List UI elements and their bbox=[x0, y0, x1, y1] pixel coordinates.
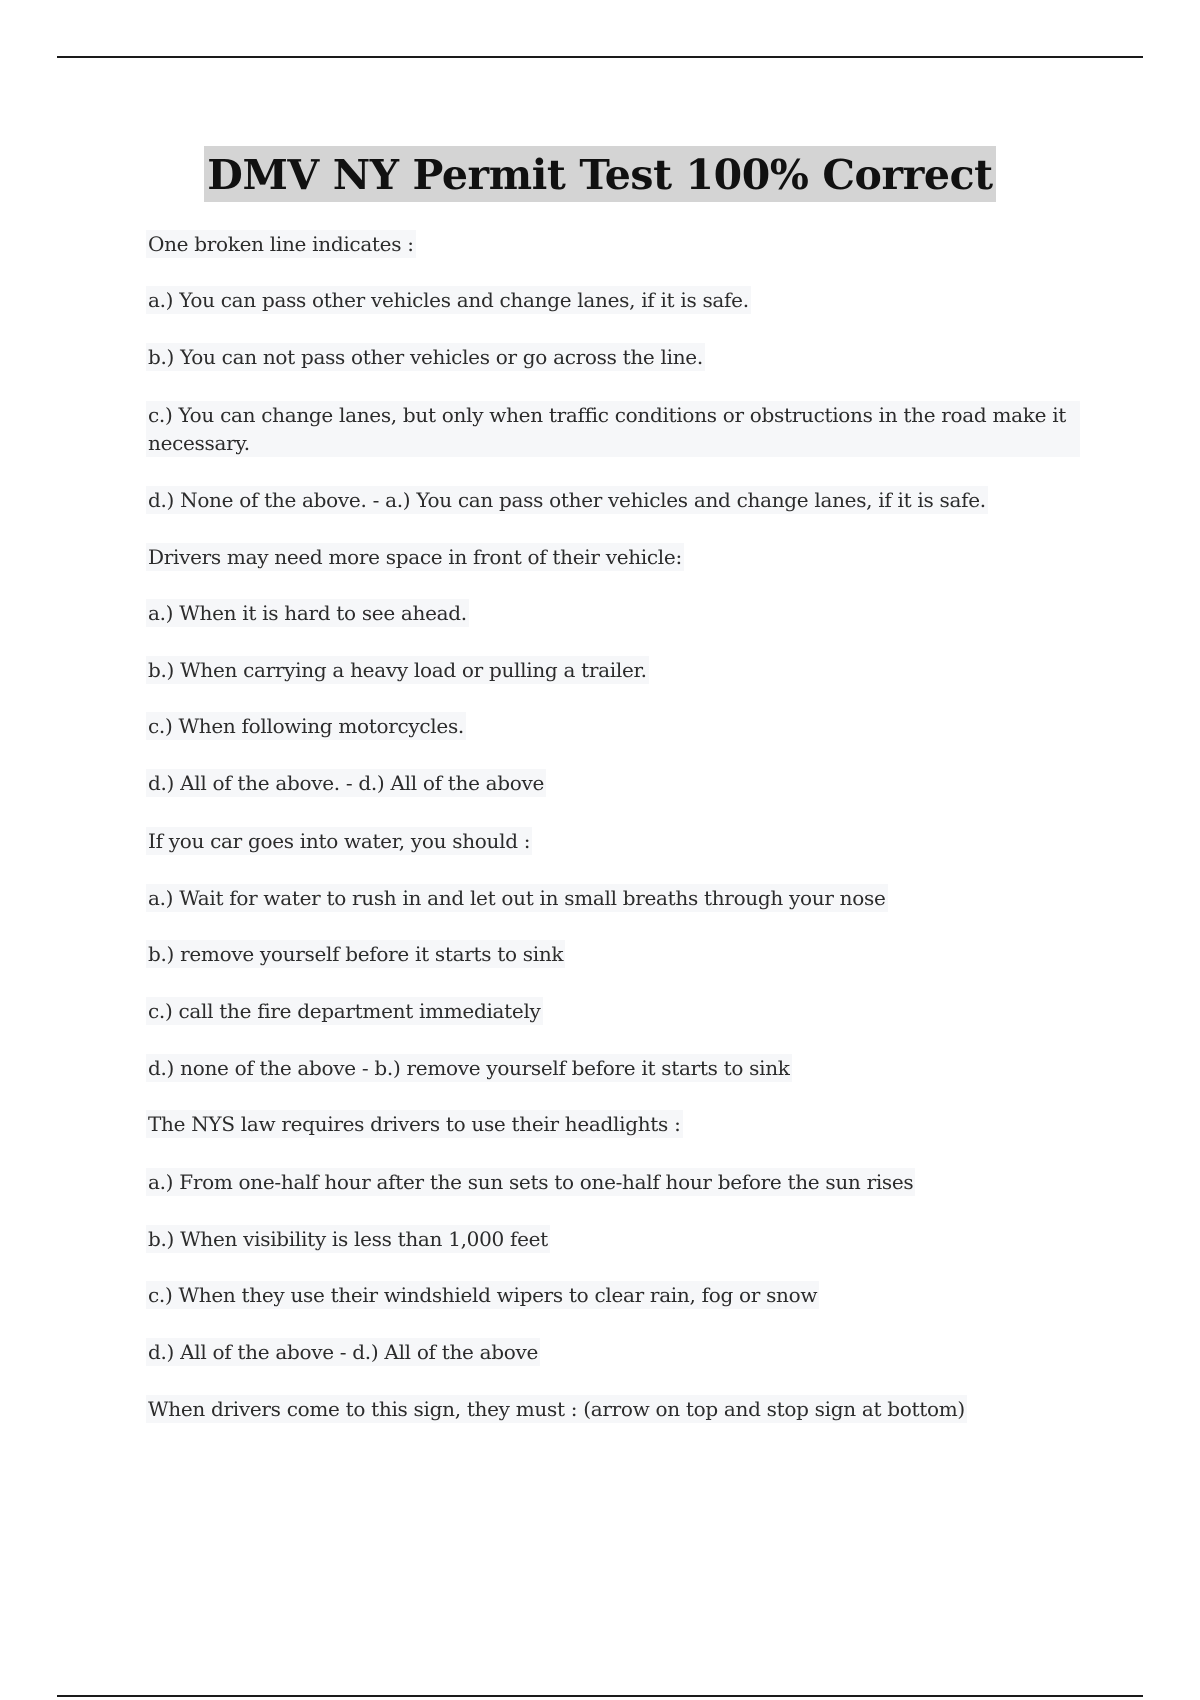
question-2: Drivers may need more space in front of their vehicle: bbox=[148, 545, 682, 569]
question-3-option-c: c.) call the fire department immediately bbox=[148, 999, 541, 1023]
question-2-option-c: c.) When following motorcycles. bbox=[148, 714, 464, 738]
question-4-option-d-answer: d.) All of the above - d.) All of the above bbox=[148, 1340, 539, 1364]
question-4-option-b: b.) When visibility is less than 1,000 feet bbox=[148, 1227, 548, 1251]
question-3-option-a: a.) Wait for water to rush in and let out in small breaths through your nose bbox=[148, 886, 886, 910]
question-2-option-a: a.) When it is hard to see ahead. bbox=[148, 601, 467, 625]
question-3-option-b: b.) remove yourself before it starts to sink bbox=[148, 942, 564, 966]
question-4-option-a: a.) From one-half hour after the sun sets to one-half hour before the sun rises bbox=[148, 1170, 914, 1194]
question-1-option-b: b.) You can not pass other vehicles or go across the line. bbox=[148, 345, 703, 369]
document-title: DMV NY Permit Test 100% Correct bbox=[204, 146, 995, 202]
bottom-rule bbox=[57, 1695, 1143, 1697]
question-1-option-d-answer: d.) None of the above. - a.) You can pass other vehicles and change lanes, if it is safe. bbox=[148, 488, 986, 512]
question-4-option-c: c.) When they use their windshield wipers to clear rain, fog or snow bbox=[148, 1283, 818, 1307]
question-3: If you car goes into water, you should : bbox=[148, 829, 531, 853]
question-4: The NYS law requires drivers to use their headlights : bbox=[148, 1112, 681, 1136]
question-1-option-c: c.) You can change lanes, but only when traffic conditions or obstructions in the road make it necessary. bbox=[146, 401, 1080, 457]
question-2-option-b: b.) When carrying a heavy load or pulling a trailer. bbox=[148, 658, 647, 682]
question-3-option-d-answer: d.) none of the above - b.) remove yourself before it starts to sink bbox=[148, 1056, 790, 1080]
question-5: When drivers come to this sign, they must : (arrow on top and stop sign at bottom) bbox=[148, 1397, 965, 1421]
question-2-option-d-answer: d.) All of the above. - d.) All of the above bbox=[148, 771, 545, 795]
question-1-option-a: a.) You can pass other vehicles and change lanes, if it is safe. bbox=[148, 288, 749, 312]
question-1: One broken line indicates : bbox=[148, 232, 414, 256]
